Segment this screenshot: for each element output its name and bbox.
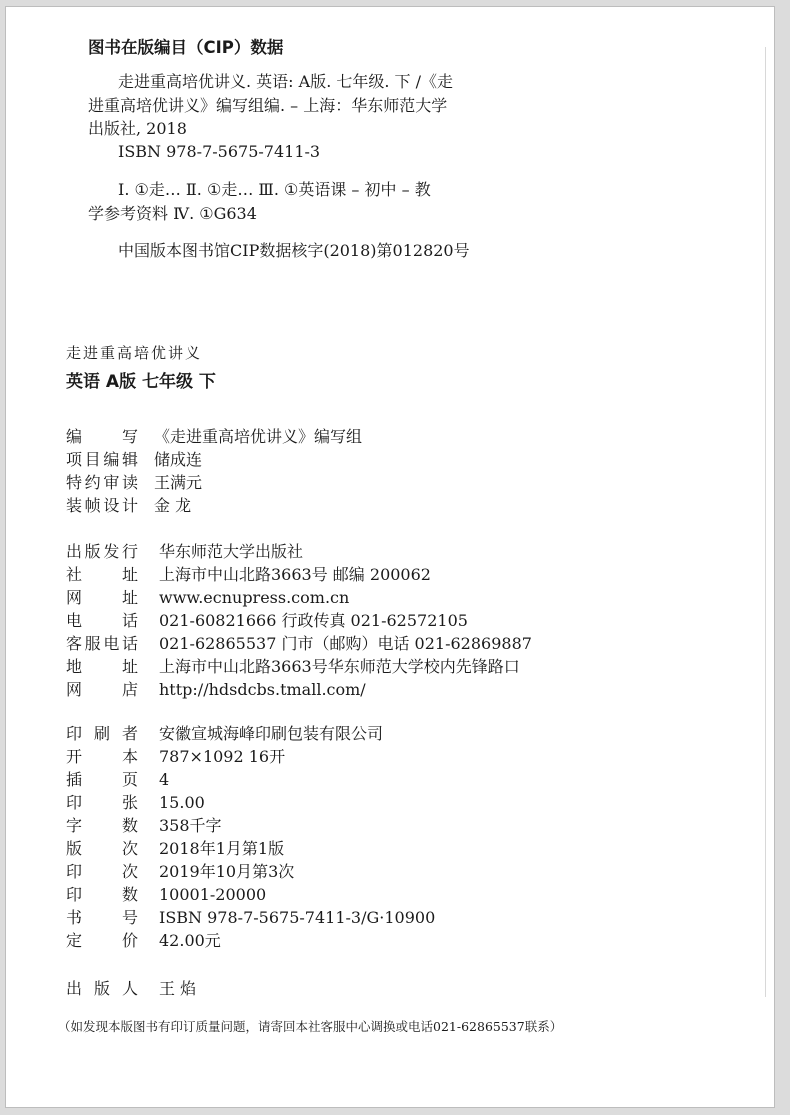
printing-row (66, 745, 435, 768)
publisher-label: 电话 (66, 611, 138, 630)
credit-value: 金 龙 (154, 496, 192, 515)
cip-line-3: 出版社, 2018 (88, 119, 187, 138)
publisher-value: http://hdsdcbs.tmall.com/ (159, 680, 366, 699)
printing-value: 787×1092 16开 (159, 747, 286, 766)
issuer-value: 王 焰 (159, 979, 197, 998)
printing-row (66, 814, 435, 837)
printing-row (66, 791, 435, 814)
printing-row (66, 722, 435, 745)
printing-value: 4 (159, 770, 170, 789)
printing-label: 印张 (66, 793, 138, 812)
publisher-label: 客服电话 (66, 634, 138, 653)
printing-label: 书号 (66, 908, 138, 927)
printing-row (66, 883, 435, 906)
issuer-label: 出版人 (66, 979, 138, 998)
issuer-row (66, 977, 196, 1000)
publisher-row (66, 632, 532, 655)
printing-value: 2018年1月第1版 (159, 839, 285, 858)
cip-classification-1: Ⅰ. ①走… Ⅱ. ①走… Ⅲ. ①英语课 – 初中 – 教 (118, 180, 431, 199)
credit-label: 编写 (66, 427, 138, 446)
credit-label: 装帧设计 (66, 496, 138, 515)
series-name: 走进重高培优讲义 (66, 344, 203, 362)
credit-value: 王满元 (154, 473, 203, 492)
printing-label: 开本 (66, 747, 138, 766)
printing-value: 安徽宣城海峰印刷包装有限公司 (159, 724, 384, 743)
printing-label: 字数 (66, 816, 138, 835)
publisher-row (66, 563, 532, 586)
publisher-label: 出版发行 (66, 542, 138, 561)
cip-classification-2: 学参考资料 Ⅳ. ①G634 (88, 204, 257, 223)
page-edge-line (765, 47, 766, 997)
publisher-value: 上海市中山北路3663号华东师范大学校内先锋路口 (159, 657, 520, 676)
printing-row (66, 906, 435, 929)
cip-isbn: ISBN 978-7-5675-7411-3 (118, 142, 321, 161)
credits-list (66, 425, 362, 517)
publisher-list (66, 540, 532, 701)
printing-row (66, 929, 435, 952)
credit-value: 《走进重高培优讲义》编写组 (154, 427, 363, 446)
credit-row (66, 425, 362, 448)
publisher-value: 华东师范大学出版社 (159, 542, 304, 561)
publisher-label: 网址 (66, 588, 138, 607)
cip-heading: 图书在版编目（CIP）数据 (88, 38, 284, 57)
publisher-value: 021-62865537 门市（邮购）电话 021-62869887 (159, 634, 532, 653)
credit-row (66, 494, 362, 517)
credit-value: 储成连 (154, 450, 203, 469)
credit-label: 项目编辑 (66, 450, 138, 469)
publisher-value: 上海市中山北路3663号 邮编 200062 (159, 565, 431, 584)
printing-label: 版次 (66, 839, 138, 858)
publisher-label: 社址 (66, 565, 138, 584)
printing-row (66, 860, 435, 883)
publisher-value: www.ecnupress.com.cn (159, 588, 350, 607)
printing-value: 10001-20000 (159, 885, 267, 904)
printing-row (66, 768, 435, 791)
printing-list (66, 722, 435, 952)
publisher-row (66, 540, 532, 563)
cip-line-2: 进重高培优讲义》编写组编. – 上海：华东师范大学 (88, 96, 448, 115)
printing-label: 插页 (66, 770, 138, 789)
credit-row (66, 448, 362, 471)
cip-line-1: 走进重高培优讲义. 英语: A版. 七年级. 下 /《走 (118, 72, 454, 91)
publisher-row (66, 586, 532, 609)
printing-row (66, 837, 435, 860)
credit-row (66, 471, 362, 494)
printing-label: 定价 (66, 931, 138, 950)
printing-value: 2019年10月第3次 (159, 862, 295, 881)
quality-notice: （如发现本版图书有印订质量问题，请寄回本社客服中心调换或电话021-62865537联系） (58, 1019, 563, 1034)
printing-label: 印刷者 (66, 724, 138, 743)
publisher-label: 地址 (66, 657, 138, 676)
printing-value: ISBN 978-7-5675-7411-3/G·10900 (159, 908, 436, 927)
book-title: 英语 A版 七年级 下 (66, 372, 216, 392)
credit-label: 特约审读 (66, 473, 138, 492)
printing-value: 358千字 (159, 816, 222, 835)
printing-value: 42.00元 (159, 931, 221, 950)
publisher-row (66, 609, 532, 632)
issuer-line (66, 977, 196, 1000)
publisher-row (66, 678, 532, 701)
printing-label: 印次 (66, 862, 138, 881)
publisher-row (66, 655, 532, 678)
publisher-value: 021-60821666 行政传真 021-62572105 (159, 611, 468, 630)
printing-label: 印数 (66, 885, 138, 904)
cip-record-number: 中国版本图书馆CIP数据核字(2018)第012820号 (118, 241, 470, 260)
printing-value: 15.00 (159, 793, 205, 812)
publisher-label: 网店 (66, 680, 138, 699)
